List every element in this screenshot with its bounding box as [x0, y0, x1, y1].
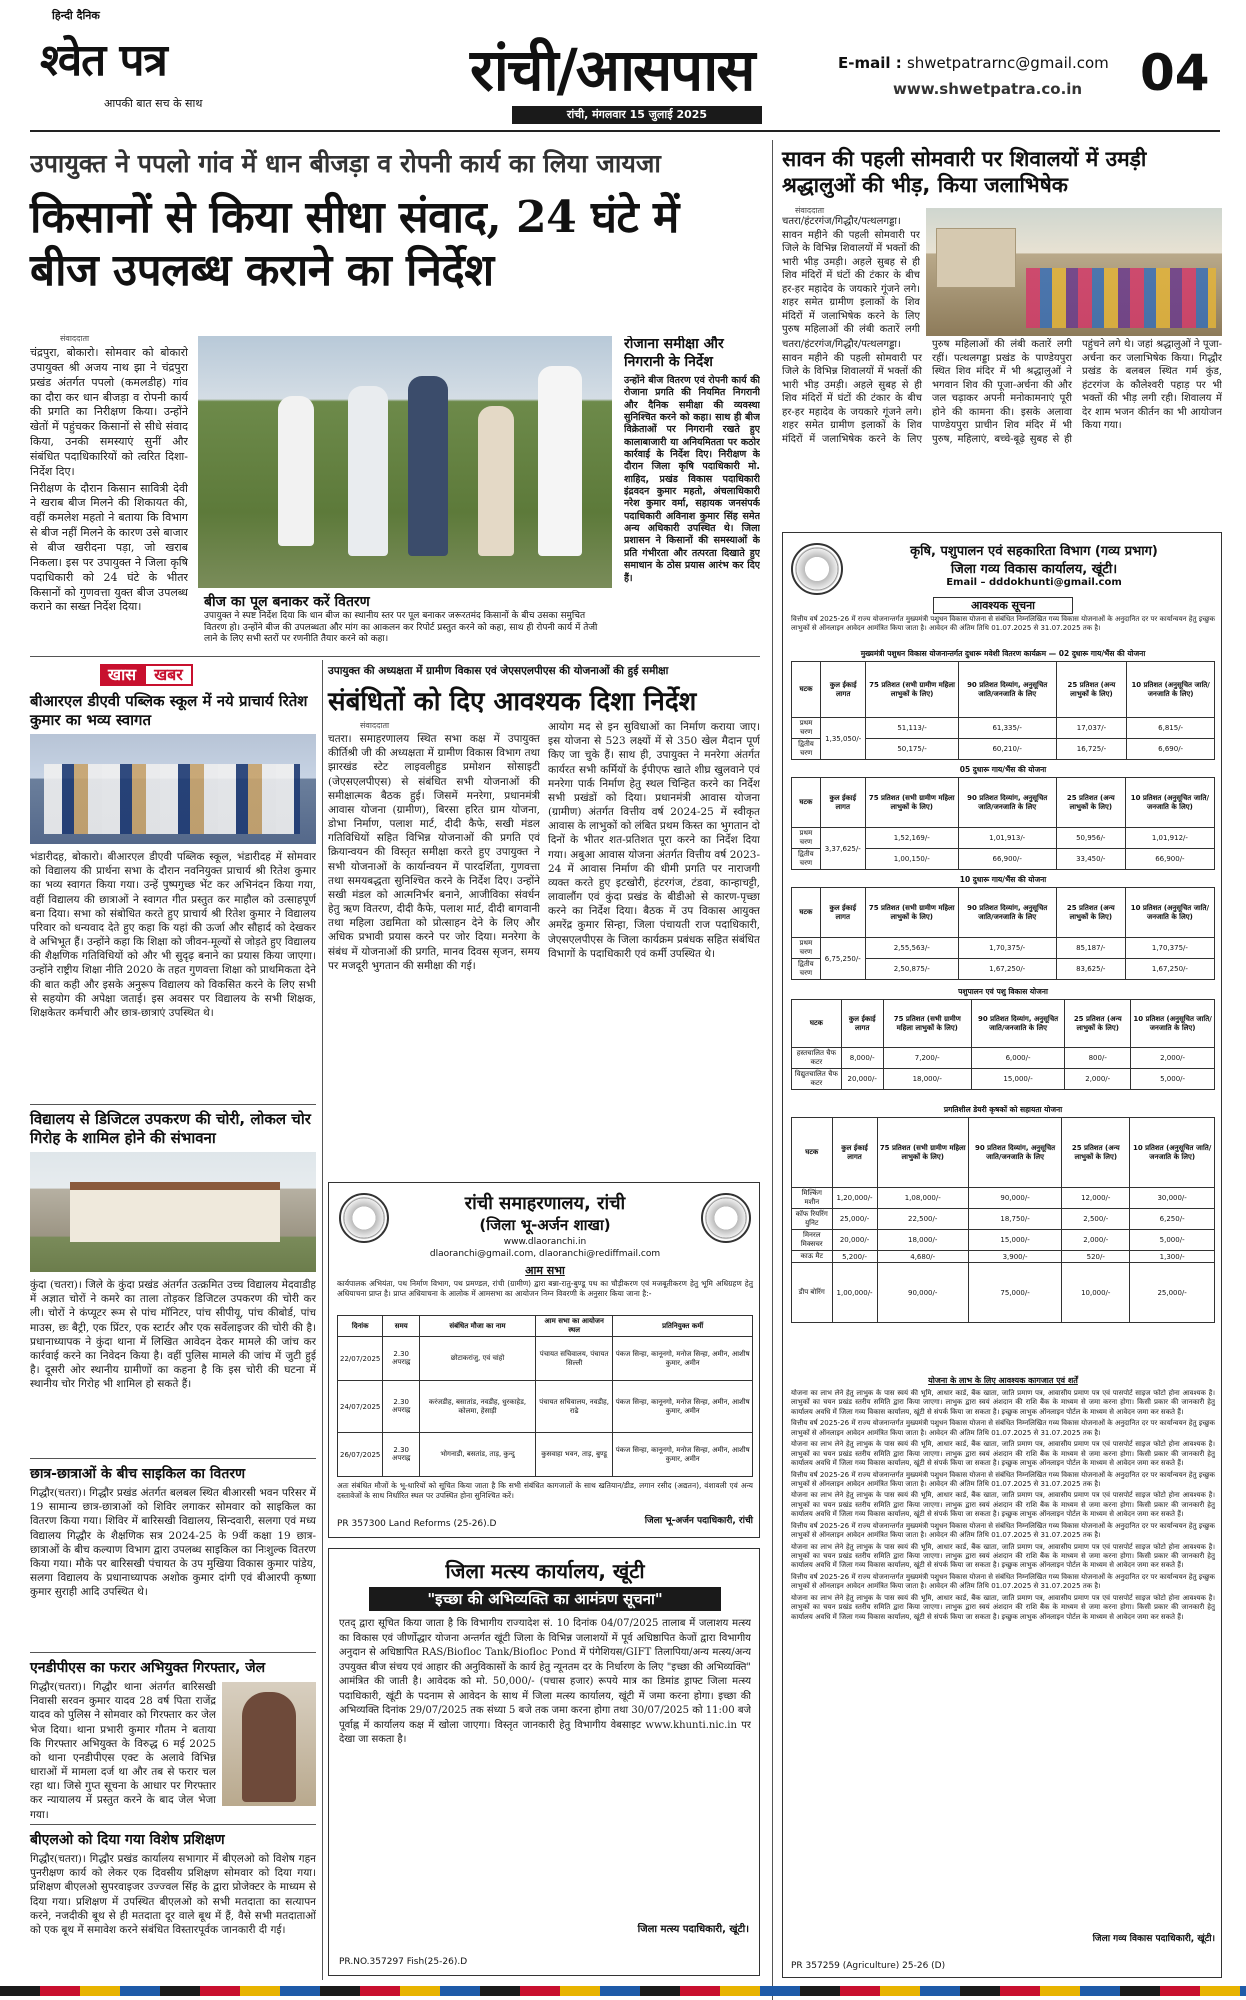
table-cell: 2,000/- [1062, 1230, 1130, 1251]
table-cell: 30,000/- [1130, 1188, 1215, 1209]
theft-headline: विद्यालय से डिजिटल उपकरण की चोरी, लोकल चोर गिरोह के शामिल होने की संभावना [30, 1110, 311, 1147]
table-header: 10 प्रतिशत (अनुसूचित जाति/जनजाति के लिए) [1125, 778, 1214, 828]
dairy-table-10-cows [791, 887, 1215, 980]
table-header: घटक [792, 662, 821, 718]
shravan-headline: सावन की पहली सोमवारी पर शिवालयों में उमड़ी श्रद्धालुओं की भीड़, किया जलाभिषेक [782, 147, 1147, 198]
table-cell: भोगनाडी, बसतांड, ताड़, कुन्दु [420, 1433, 536, 1477]
shravan-body-top: चतरा/हंटरगंज/गिद्धौर/पत्थलगड्डा। सावन महीने की पहली सोमवारी पर जिले के विभिन्न शिवालयों में भक्तों की भारी भीड़ उमड़ी। अहले सुबह से ही शिव मंदिरों में घंटों की टंकार के बीच हर-हर महादेव के जयकारे गूंजने लगे। शहर समेत ग्रामीण इलाकों के शिव मंदिरों में जलाभिषेक करने के लिए पुरुष महिलाओं की लंबी कतारें लगी [782, 216, 920, 335]
section-title: रांची/आसपास [470, 36, 754, 104]
table-cell: 4,680/- [877, 1251, 968, 1263]
person-figure [538, 366, 582, 556]
agri-dept-ad [782, 532, 1222, 1978]
review-byline: संवाददाता [360, 721, 390, 730]
table-cell: काऊ मैट [792, 1251, 833, 1263]
email-line [838, 54, 1109, 72]
table-header: 25 प्रतिशत (अन्य लाभुकों के लिए) [1062, 1118, 1130, 1188]
row-divider [30, 656, 760, 657]
temple-shape [936, 228, 1016, 288]
crowd-shape [1026, 268, 1216, 328]
table-cell: 1,20,000/- [832, 1188, 877, 1209]
table-cell: करंजडीह, बसातांड, नवडीह, धुरकाहेड, कोलमा, हेसाड़ी [420, 1381, 536, 1433]
table4-title: पशुपालन एवं पशु विकास योजना [958, 987, 1048, 996]
table-cell: 50,175/- [866, 739, 958, 760]
table-header: 75 प्रतिशत (सभी ग्रामीण महिला लाभुकों के लिए) [865, 778, 958, 828]
table2-title: 05 दुधारू गाय/भैंस की योजना [959, 765, 1047, 774]
table-cell: 1,300/- [1130, 1251, 1215, 1263]
table-cell: 90,000/- [877, 1263, 968, 1323]
table-header: 75 प्रतिशत (सभी ग्रामीण महिला लाभुकों के लिए) [883, 1000, 971, 1048]
conditions-paragraph: योजना का लाभ लेने हेतु लाभुक के पास स्वयं की भूमि, आधार कार्ड, बैंक खाता, जाति प्रमाण पत्र, आवासीय प्रमाण पत्र एवं पासपोर्ट साइज फोटो होना आवश्यक है। लाभुकों का चयन प्रखंड स्तरीय समिति द्वारा किया जाएगा। लाभुक द्वारा स्वयं अंशदान की राशि बैंक के माध्यम से जमा करना होगा। किसी प्रकार की जानकारी हेतु कार्यालय अवधि में जिला गव्य विकास कार्यालय, खूंटी से संपर्क किया जा सकता है। इच्छुक लाभुक ऑनलाइन पोर्टल के माध्यम से आवेदन जमा कर सकते हैं। [791, 1491, 1215, 1519]
table-header: कुल ईकाई लागत [820, 888, 865, 938]
table-cell: पंचायत सचिवालय, नवडीह, राढे [535, 1381, 612, 1433]
principal-body: भंडारीदह, बोकारो। बीआरएल डीएवी पब्लिक स्कूल, भंडारीदह में सोमवार को विद्यालय की प्रार्थना सभा के दौरान नवनियुक्त प्राचार्य श्री रितेश कुमार का भव्य स्वागत किया गया। उन्हें पुष्पगुच्छ भेंट कर अभिनंदन किया गया, वहीं विद्यालय की छात्राओं ने स्वागत गीत प्रस्तुत कर माहौल को उत्साहपूर्ण बना दिया। सभा को संबोधित करते हुए प्राचार्य श्री रितेश कुमार ने विद्यालय परिवार को धन्यवाद देते हुए कहा कि यहां की ऊर्जा और सौहार्द को देखकर वे अभिभूत हैं। उन्होंने कहा कि शिक्षा को जीवन-मूल्यों से जोड़ते हुए विद्यालय की शैक्षणिक गतिविधियों को और भी सुदृढ़ बनाने का प्रयास किया जाएगा। उन्होंने राष्ट्रीय शिक्षा नीति 2020 के तहत गुणवत्ता शिक्षा को प्राथमिकता देने की बात कही और इसके अनुरूप विद्यालय को विकसित करने के लिए सभी से सहयोग की अपेक्षा जताई। इस अवसर पर विद्यालय के सभी शिक्षक, शिक्षकेतर कर्मचारी और छात्र-छात्राएं उपस्थित थे। [30, 851, 316, 1019]
table-cell: 1,00,150/- [865, 849, 958, 870]
person-figure [478, 406, 514, 556]
column-divider [322, 660, 323, 1980]
conditions-paragraph: वित्तीय वर्ष 2025-26 में राज्य योजनान्तर्गत मुख्यमंत्री पशुधन विकास योजना से संबंधित निम्नलिखित गव्य विकास योजनाओं के अनुदानित दर पर कार्यान्वयन हेतु इच्छुक लाभुकों से ऑनलाइन आवेदन आमंत्रित किया जाता है। आवेदन की अंतिम तिथि 01.07.2025 से 31.07.2025 तक है। [791, 1572, 1215, 1591]
row-divider [30, 1104, 316, 1105]
jharkhand-seal-icon [339, 1193, 389, 1243]
lead-sidebar [624, 336, 760, 648]
land-website[interactable]: www.dlaoranchi.in [503, 1237, 587, 1247]
table-cell: 20,000/- [841, 1069, 883, 1090]
agri-pr-number: PR 357259 (Agriculture) 25-26 (D) [791, 1961, 946, 1971]
table-cell: पंकज सिन्हा, कानूनगो, मनोज सिन्हा, अमीन, आशीष कुमार, अमीन [613, 1433, 753, 1477]
table-cell: 20,000/- [832, 1230, 877, 1251]
table5-title: प्रगतिशील डेयरी कृषकों को सहायता योजना [943, 1105, 1063, 1114]
table-cell: कॉफ रियरिंग युनिट [792, 1209, 833, 1230]
table-cell: 17,037/- [1056, 718, 1127, 739]
table-cell: 2.30 अपराह्न [383, 1337, 420, 1381]
dairy-table-2-cows [791, 661, 1215, 760]
table-cell: 8,000/- [841, 1048, 883, 1069]
table-cell: 18,000/- [877, 1230, 968, 1251]
table-header: 10 प्रतिशत (अनुसूचित जाति/जनजाति के लिए) [1125, 888, 1214, 938]
person-figure [408, 376, 448, 556]
table3-title: 10 दुधारू गाय/भैंस की योजना [959, 875, 1047, 884]
table-header: 10 प्रतिशत (अनुसूचित जाति/जनजाति के लिए) [1131, 1000, 1215, 1048]
table-cell: 2.30 अपराह्न [383, 1381, 420, 1433]
farmers-field-photo [198, 336, 612, 588]
table-row [792, 1209, 1215, 1230]
agri-email[interactable]: Email – dddokhunti@gmail.com [946, 577, 1122, 588]
fish-pr-number: PR.NO.357297 Fish(25-26).D [339, 1957, 468, 1967]
table-header: कुल ईकाई लागत [820, 778, 865, 828]
table-cell: 1,00,000/- [832, 1263, 877, 1323]
table-cell: 2,55,563/- [865, 938, 958, 959]
table-cell: 1,70,375/- [1125, 938, 1214, 959]
land-office-name: रांची समाहरणालय, रांची [464, 1193, 626, 1214]
land-notice-title: आम सभा [525, 1264, 565, 1277]
cycle-headline: छात्र-छात्राओं के बीच साइकिल का वितरण [30, 1466, 246, 1482]
table-cell: मिनरल मिक्सचर [792, 1230, 833, 1251]
table-row [792, 1188, 1215, 1209]
table-header: कुल ईकाई लागत [821, 662, 866, 718]
table-cell: 3,900/- [968, 1251, 1061, 1263]
caption-title: बीज का पूल बनाकर करें वितरण [204, 592, 606, 611]
conditions-title: योजना के लाभ के लिए आवश्यक कागजात एवं शर्तें [928, 1376, 1078, 1385]
table-cell: 33,450/- [1056, 849, 1125, 870]
land-acquisition-ad [328, 1182, 760, 1538]
table-cell: 3,37,625/- [820, 828, 865, 870]
table-header: 25 प्रतिशत (अन्य लाभुकों के लिए) [1056, 888, 1125, 938]
table-cell: 7,200/- [883, 1048, 971, 1069]
email-address[interactable]: shwetpatrarnc@gmail.com [906, 54, 1109, 72]
table-cell: 83,625/- [1056, 959, 1125, 980]
table-cell: 22,500/- [877, 1209, 968, 1230]
table-cell: द्वितीय चरण [792, 959, 821, 980]
table-cell: 6,75,250/- [820, 938, 865, 980]
table-cell: 2,000/- [1065, 1069, 1131, 1090]
table-cell: प्रथम चरण [792, 828, 821, 849]
building-shape [70, 1182, 280, 1242]
table-header: 90 प्रतिशत दिव्यांग, अनुसूचित जाति/जनजाति के लिए [958, 778, 1056, 828]
fish-body: एतद् द्वारा सूचित किया जाता है कि विभागीय राज्यादेश सं. 10 दिनांक 04/07/2025 तालाब में जलाशय मत्स्य का विकास एवं जीर्णोद्धार योजना अन्तर्गत खूंटी जिला के विभिन्न जलाशयों में पूर्व अधिष्ठापित केजों द्वारा विभागीय अनुदान से अधिष्ठापित RAS/Biofloc Tank/Biofloc Pond में पंगेशियस/GIFT तिलापिया/अन्य मत्स्य/अन्य उपयुक्त बीज संचय एवं आहार की अनुविकासों के कार्य हेतु न्यूनतम दर के निर्धारण के लिए "इच्छा की अभिव्यक्ति" आमंत्रित की जाती है। आवेदक को मो. 50,000/- (पचास हजार) रूपये मात्र का डिमांड ड्राफ्ट जिला मत्स्य पदाधिकारी, खूंटी के पदनाम से आवेदन के साथ में जिला मत्स्य कार्यालय, खूंटी में जमा करना होगा। इच्छा की अभिव्यक्ति दिनांक 29/07/2025 तक संध्या 5 बजे तक जमा करना होगा तथा 30/07/2025 को 11:00 बजे पूर्वाह्न में कार्यालय कक्ष में खोला जाएगा। विस्तृत जानकारी हेतु विभागीय वेबसाइट www.khunti.nic.in पर देखा जा सकता है। [339, 1618, 751, 1745]
page-number: 04 [1140, 44, 1210, 102]
table-cell: 1,67,250/- [1125, 959, 1214, 980]
table-cell: 61,335/- [958, 718, 1056, 739]
land-footer: अतः संबंधित मौजों के भू-धारियों को सूचित किया जाता है कि सभी संबंधित कागजातों के साथ खतियान/डीड, लगान रसीद (अद्यतन), वंशावली एवं अन्य दस्तावेजों के साथ निर्धारित स्थल पर उपस्थित होना सुनिश्चित करें। [337, 1481, 753, 1500]
lead-body [30, 346, 188, 646]
row-divider [30, 1652, 316, 1653]
table-cell: 2.30 अपराह्न [383, 1433, 420, 1477]
person-figure [278, 396, 314, 546]
table-cell: 1,01,912/- [1125, 828, 1214, 849]
table-header: 75 प्रतिशत (सभी ग्रामीण महिला लाभुकों के लिए) [866, 662, 958, 718]
table-row [338, 1337, 753, 1381]
chaff-cutter-table [791, 999, 1215, 1090]
review-body-left: चतरा। समाहरणालय स्थित सभा कक्ष में उपायुक्त कीर्तिश्री जी की अध्यक्षता में ग्रामीण विकास विभाग तथा झारखंड स्टेट लाइवलीहुड प्रमोशन सोसाइटी (जेएसएलपीएस) से संबंधित सभी योजनाओं की समीक्षात्मक बैठक हुई। जिसमें मनरेगा, प्रधानमंत्री आवास योजना (ग्रामीण), बिरसा हरित ग्राम योजना, डोभा निर्माण, पलाश मार्ट, दीदी कैफे, सखी मंडल गतिविधियों सहित विभिन्न योजनाओं की प्रगति एवं क्रियान्वयन की विस्तृत समीक्षा करते हुए उपायुक्त ने सभी योजनाओं के कार्यान्वयन में पारदर्शिता, गुणवत्ता तथा समयबद्धता सुनिश्चित करने के निर्देश दिए। उन्होंने सखी मंडल को आत्मनिर्भर बनाने, आजीविका संवर्धन हेतु ऋण वितरण, दीदी कैफे, पलाश मार्ट, दीदी बागवानी तथा महिला उद्यमिता को प्रोत्साहन देने के लिए और अधिक प्रभावी प्रयास करने पर जोर दिया। मनरेगा के संबंध में योजनाओं की प्रगति, मानव दिवस सृजन, समय पर मजदूरी भुगतान की समीक्षा की गई। [328, 733, 540, 972]
caption-text: उपायुक्त ने स्पष्ट निर्देश दिया कि धान बीज का स्थानीय स्तर पर पूल बनाकर जरूरतमंद किसानों के बीच उसका समुचित वितरण हो। उन्होंने बीज की उपलब्धता और मांग का आकलन कर रिपोर्ट प्रस्तुत करने को कहा, साथ ही रोपनी कार्य में तेजी लाने के लिए सभी स्तरों पर रणनीति तैयार करने को कहा। [204, 611, 598, 645]
table-cell: 16,725/- [1056, 739, 1127, 760]
table-cell: द्वितीय चरण [792, 849, 821, 870]
table-cell: 1,35,050/- [821, 718, 866, 760]
table-header: प्रतिनियुक्त कर्मी [613, 1316, 753, 1337]
conditions-paragraph: वित्तीय वर्ष 2025-26 में राज्य योजनान्तर्गत मुख्यमंत्री पशुधन विकास योजना से संबंधित निम्नलिखित गव्य विकास योजनाओं के अनुदानित दर पर कार्यान्वयन हेतु इच्छुक लाभुकों से ऑनलाइन आवेदन आमंत्रित किया जाता है। आवेदन की अंतिम तिथि 01.07.2025 से 31.07.2025 तक है। [791, 1470, 1215, 1488]
paper-name: श्वेत पत्र [40, 35, 167, 86]
table-header: घटक [792, 1118, 833, 1188]
table-row [792, 1069, 1215, 1090]
table-header: कुल ईकाई लागत [832, 1118, 877, 1188]
dateline: रांची, मंगलवार 15 जुलाई 2025 [512, 106, 762, 124]
table-header: संबंधित मौजा का नाम [420, 1316, 536, 1337]
table-cell: कुसवाहा भवन, ताड़, बुण्डू [535, 1433, 612, 1477]
land-emails[interactable]: dlaoranchi@gmail.com, dlaoranchi@rediffmail.com [429, 1249, 661, 1259]
table-row [792, 718, 1215, 739]
conditions-paragraph: योजना का लाभ लेने हेतु लाभुक के पास स्वयं की भूमि, आधार कार्ड, बैंक खाता, जाति प्रमाण पत्र, आवासीय प्रमाण पत्र एवं पासपोर्ट साइज फोटो होना आवश्यक है। लाभुकों का चयन प्रखंड स्तरीय समिति द्वारा किया जाएगा। लाभुक द्वारा स्वयं अंशदान की राशि बैंक के माध्यम से जमा करना होगा। किसी प्रकार की जानकारी हेतु कार्यालय अवधि में जिला गव्य विकास कार्यालय, खूंटी से संपर्क किया जा सकता है। इच्छुक लाभुक ऑनलाइन पोर्टल के माध्यम से आवेदन जमा कर सकते हैं। [791, 1593, 1215, 1621]
agri-dept-name: कृषि, पशुपालन एवं सहकारिता विभाग (गव्य प्रभाग) [910, 544, 1158, 559]
table-row [792, 1230, 1215, 1251]
blo-body: गिद्धौर(चतरा)। गिद्धौर प्रखंड कार्यालय सभागार में बीएलओ को विशेष गहन पुनरीक्षण कार्य को लेकर एक दिवसीय प्रशिक्षण सोमवार को दिया गया। प्रशिक्षण बीएलओ सुपरवाइजर उज्ज्वल सिंह के द्वारा प्रोजेक्टर के माध्यम से दिया गया। प्रशिक्षण में उपस्थित बीएलओ को सभी मतदाता का सत्यापन करने, नजदीकी बूथ से ही मतदाता दूर वाले बूथ में हैं, वैसे सभी मतदाताओं को एक बूथ में समावेश करने संबंधित विस्तारपूर्वक जानकारी दी गई। [30, 1853, 316, 1936]
table-row [792, 828, 1215, 849]
land-signatory: जिला भू-अर्जन पदाधिकारी, रांची [644, 1516, 753, 1526]
table-cell: 1,67,250/- [958, 959, 1056, 980]
khas-khabar-label [100, 664, 193, 686]
row-divider [30, 1824, 316, 1825]
agri-signatory: जिला गव्य विकास पदाधिकारी, खूंटी। [1092, 1934, 1215, 1944]
conditions-paragraph: योजना का लाभ लेने हेतु लाभुक के पास स्वयं की भूमि, आधार कार्ड, बैंक खाता, जाति प्रमाण पत्र, आवासीय प्रमाण पत्र एवं पासपोर्ट साइज फोटो होना आवश्यक है। लाभुकों का चयन प्रखंड स्तरीय समिति द्वारा किया जाएगा। लाभुक द्वारा स्वयं अंशदान की राशि बैंक के माध्यम से जमा करना होगा। किसी प्रकार की जानकारी हेतु कार्यालय अवधि में जिला गव्य विकास कार्यालय, खूंटी से संपर्क किया जा सकता है। इच्छुक लाभुक ऑनलाइन पोर्टल के माध्यम से आवेदन जमा कर सकते हैं। [791, 1542, 1215, 1570]
table-cell: 75,000/- [968, 1263, 1061, 1323]
table-header: 90 प्रतिशत दिव्यांग, अनुसूचित जाति/जनजाति के लिए [958, 888, 1056, 938]
table-header: घटक [792, 888, 821, 938]
theft-body: कुंदा (चतरा)। जिले के कुंदा प्रखंड अंतर्गत उत्क्रमित उच्च विद्यालय मेदवाडीह में अज्ञात चोरों ने कमरे का ताला तोड़कर डिजिटल उपकरण की चोरी कर ली। चोरों ने कंप्यूटर रूम से पांच मॉनिटर, पांच सीपीयू, पांच कीबोर्ड, पांच माउस, छः बैट्री, एक प्रिंटर, एक स्टार्टर और एक सर्वेलाइजर की चोरी की है। प्रधानाध्यापक ने कुंदा थाना में लिखित आवेदन देकर मामले की जांच कर कार्रवाई करने का निवेदन किया है। वहीं पुलिस मामले की जांच में जुटी हुई है। दूसरी ओर स्थानीय ग्रामीणों का कहना है कि इस चोरी की घटना में स्थानीय चोर गिरोह भी शामिल हो सकते हैं। [30, 1279, 316, 1391]
land-intro: कार्यपालक अभियंता, पथ निर्माण विभाग, पथ प्रमण्डल, रांची (ग्रामीण) द्वारा बन्ना-रातु-बुण्डू पथ का चौड़ीकरण एवं मजबूतीकरण हेतु भूमि अधिग्रहण हेतु अधियाचना प्राप्त है। प्राप्त अधियाचना के आलोक में आमसभा का आयोजन निम्न विवरणी के अनुसार किया जाना है:- [337, 1279, 753, 1298]
table-cell: 520/- [1062, 1251, 1130, 1263]
table-cell: 15,000/- [971, 1069, 1064, 1090]
table-cell: प्रथम चरण [792, 718, 821, 739]
principal-welcome-photo [30, 734, 316, 844]
table-cell: 24/07/2025 [338, 1381, 383, 1433]
conditions-paragraph: योजना का लाभ लेने हेतु लाभुक के पास स्वयं की भूमि, आधार कार्ड, बैंक खाता, जाति प्रमाण पत्र, आवासीय प्रमाण पत्र एवं पासपोर्ट साइज फोटो होना आवश्यक है। लाभुकों का चयन प्रखंड स्तरीय समिति द्वारा किया जाएगा। लाभुक द्वारा स्वयं अंशदान की राशि बैंक के माध्यम से जमा करना होगा। किसी प्रकार की जानकारी हेतु कार्यालय अवधि में जिला गव्य विकास कार्यालय, खूंटी से संपर्क किया जा सकता है। इच्छुक लाभुक ऑनलाइन पोर्टल के माध्यम से आवेदन जमा कर सकते हैं। [791, 1389, 1215, 1416]
khabar-label: खबर [144, 664, 193, 686]
review-headline: संबंधितों को दिए आवश्यक दिशा निर्देश [328, 687, 697, 717]
table-cell: 1,01,913/- [958, 828, 1056, 849]
table-cell: द्वितीय चरण [792, 739, 821, 760]
person-figure [242, 1692, 296, 1802]
table-cell: 18,750/- [968, 1209, 1061, 1230]
table-cell: 26/07/2025 [338, 1433, 383, 1477]
table-cell: पंकज सिन्हा, कानूनगो, मनोज सिन्हा, अमीन, आशीष कुमार, अमीन [613, 1337, 753, 1381]
cycle-body: गिद्धौर(चतरा)। गिद्धौर प्रखंड अंतर्गत बलबल स्थित बीआरसी भवन परिसर में 19 सामान्य छात्र-छात्राओं को शिविर लगाकर सोमवार को साइकिल का वितरण किया गया। शिविर में बारिसखी विद्यालय, सिन्दवारी, सलगा एवं मध्य विद्यालय गिद्धौर के शैक्षणिक सत्र 2024-25 के 9वीं कक्षा 19 छात्र-छात्राओं के बीच कल्याण विभाग द्वारा उपलब्ध साइकिल का निःशुल्क वितरण किया गया। मौके पर बारिसखी पंचायत के उप मुखिया विकास कुमार पांडेय, सलगा विद्यालय के प्रधानाध्यापक अशोक कुमार दांगी एवं बीआरपी कृष्णा कुमार सुराही आदि उपस्थित थे। [30, 1487, 316, 1599]
land-pr-number: PR 357300 Land Reforms (25-26).D [337, 1519, 497, 1529]
khas-label: खास [100, 664, 144, 686]
table-cell: 6,690/- [1127, 739, 1215, 760]
table-header: 75 प्रतिशत (सभी ग्रामीण महिला लाभुकों के लिए) [877, 1118, 968, 1188]
bottom-color-bar [0, 1986, 1246, 1996]
paper-tagline: आपकी बात सच के साथ [104, 97, 203, 110]
devotees-photo [926, 208, 1222, 336]
progressive-farmer-table [791, 1117, 1215, 1323]
table-cell: छोटाकरांजु, एवं चांहो [420, 1337, 536, 1381]
review-body-right: आयोग मद से इन सुविधाओं का निर्माण कराया जाए। इस योजना से 523 लक्ष्यों में से 350 खेल मैदान पूर्ण किए जा चुके हैं। साथ ही, उपायुक्त ने मनरेगा अंतर्गत कार्यरत सभी कर्मियों के ईपीएफ खाते शीघ्र खुलवाने एवं मनरेगा पार्क निर्माण हेतु स्थल चिन्हित करने का निर्देश सभी प्रखंडों को दिया। प्रधानमंत्री आवास योजना (ग्रामीण) अंतर्गत वित्तीय वर्ष 2024-25 में स्वीकृत आवास के लाभुकों को लंबित प्रथम किस्त का भुगतान दो दिनों के भीतर शत-प्रतिशत पूरा करने का निर्देश दिया गया। अबुआ आवास योजना अंतर्गत वित्तीय वर्ष 2023-24 में आवास निर्माण की धीमी प्रगति पर नाराजगी व्यक्त करते हुए इटखोरी, हंटरगंज, टंडवा, कान्हाचट्टी, लावालौंग एवं कुंदा प्रखंड के बीडीओ से कारण-पृच्छा करने का निर्देश दिया। बैठक में उप विकास आयुक्त अमरेंद्र कुमार सिन्हा, जिला पंचायती राज पदाधिकारी, जेएसएलपीएस के जिला कार्यक्रम प्रबंधक सहित संबंधित विभागों के पदाधिकारी एवं कर्मी उपस्थित थे। [548, 721, 760, 960]
row-divider [30, 1458, 316, 1459]
email-label: E-mail : [838, 54, 902, 72]
table-cell: 51,113/- [866, 718, 958, 739]
table-cell: 50,956/- [1056, 828, 1125, 849]
land-schedule-table [337, 1315, 753, 1477]
table-cell: 85,187/- [1056, 938, 1125, 959]
table-cell: 12,000/- [1062, 1188, 1130, 1209]
table-cell: 6,000/- [971, 1048, 1064, 1069]
review-kicker: उपायुक्त की अध्यक्षता में ग्रामीण विकास एवं जेएसएलपीएस की योजनाओं की हुई समीक्षा [328, 665, 669, 677]
table-cell: 10,000/- [1062, 1263, 1130, 1323]
table-cell: 25,000/- [1130, 1263, 1215, 1323]
ndps-body: गिद्धौर(चतरा)। गिद्धौर थाना अंतर्गत बारिसखी निवासी सरवन कुमार यादव 28 वर्ष पिता राजेंद्र यादव को पुलिस ने सोमवार को गिरफ्तार कर जेल भेज दिया। थाना प्रभारी कुमार गौतम ने बताया कि गिरफ्तार अभियुक्त के विरुद्ध 6 मई 2025 को थाना एनडीपीएस एक्ट के अलावे विभिन्न धाराओं में मामला दर्ज था और तब से फरार चल रहा था। जिसे गुप्त सूचना के आधार पर गिरफ्तार कर न्यायालय में प्रस्तुत करने के बाद जेल भेजा गया। [30, 1681, 216, 1820]
lead-photo-caption [198, 588, 612, 648]
table-cell: 1,08,000/- [877, 1188, 968, 1209]
table-cell: 90,000/- [968, 1188, 1061, 1209]
conditions-paragraph: योजना का लाभ लेने हेतु लाभुक के पास स्वयं की भूमि, आधार कार्ड, बैंक खाता, जाति प्रमाण पत्र, आवासीय प्रमाण पत्र एवं पासपोर्ट साइज फोटो होना आवश्यक है। लाभुकों का चयन प्रखंड स्तरीय समिति द्वारा किया जाएगा। लाभुक द्वारा स्वयं अंशदान की राशि बैंक के माध्यम से जमा करना होगा। किसी प्रकार की जानकारी हेतु कार्यालय अवधि में जिला गव्य विकास कार्यालय, खूंटी से संपर्क किया जा सकता है। इच्छुक लाभुक ऑनलाइन पोर्टल के माध्यम से आवेदन जमा कर सकते हैं। [791, 1440, 1215, 1468]
website-url[interactable]: www.shwetpatra.co.in [893, 80, 1083, 98]
table1-title: मुख्यमंत्री पशुधन विकास योजनान्तर्गत दुधारू मवेशी वितरण कार्यक्रम — 02 दुधारू गाय/भैंस की योजना [860, 649, 1146, 658]
school-building-photo [30, 1152, 316, 1272]
table-header: 25 प्रतिशत (अन्य लाभुकों के लिए) [1056, 662, 1127, 718]
table-header: 75 प्रतिशत (सभी ग्रामीण महिला लाभुकों के लिए) [865, 888, 958, 938]
table-header: घटक [792, 778, 821, 828]
agri-office-name: जिला गव्य विकास कार्यालय, खूंटी। [950, 562, 1118, 577]
fisheries-ad [328, 1548, 760, 1976]
table-cell: मिल्किंग मशीन [792, 1188, 833, 1209]
conditions-text [791, 1389, 1215, 1913]
sidebar-body: उन्होंने बीज वितरण एवं रोपनी कार्य की रोजाना प्रगति की नियमित निगरानी और दैनिक समीक्षा की व्यवस्था सुनिश्चित करने को कहा। साथ ही बीज विक्रेताओं पर निगरानी रखते हुए कालाबाजारी या अनियमितता पर कठोर कार्रवाई के निर्देश दिए। निरीक्षण के दौरान जिला कृषि पदाधिकारी मो. शाहिद, प्रखंड विकास पदाधिकारी इंद्रवदन कुमार महतो, अंचलाधिकारी नरेश कुमार वर्मा, सहायक जनसंपर्क पदाधिकारी अविनाश कुमार सिंह समेत अन्य अधिकारी उपस्थित थे। जिला प्रशासन ने किसानों की समस्याओं के प्रति गंभीरता और तत्परता दिखाते हुए समाधान के ठोस प्रयास आरंभ कर दिए हैं। [624, 375, 760, 584]
table-row [338, 1381, 753, 1433]
person-figure [348, 386, 388, 556]
table-cell: 6,250/- [1130, 1209, 1215, 1230]
table-header: 25 प्रतिशत (अन्य लाभुकों के लिए) [1056, 778, 1125, 828]
lead-paragraph: निरीक्षण के दौरान किसान सावित्री देवी ने खराब बीज मिलने की शिकायत की, वहीं कमलेश महतो ने बताया कि विभाग से बीज नहीं मिलने के कारण उसे बाजार से बीज खरीदना पड़ा, जो खराब निकला। इस पर उपायुक्त ने जिला कृषि पदाधिकारी को 24 घंटे के भीतर किसानों को गुणवत्ता युक्त बीज उपलब्ध कराने का सख्त निर्देश दिया। [30, 481, 188, 614]
table-cell: 66,900/- [1125, 849, 1214, 870]
ndps-headline: एनडीपीएस का फरार अभियुक्त गिरफ्तार, जेल [30, 1660, 266, 1676]
fish-notice-title: "इच्छा की अभिव्यक्ति का आमंत्रण सूचना" [369, 1587, 721, 1611]
lead-kicker: उपायुक्त ने पपलो गांव में धान बीजड़ा व रोपनी कार्य का लिया जायजा [30, 149, 661, 178]
table-header: 90 प्रतिशत दिव्यांग, अनुसूचित जाति/जनजाति के लिए [958, 662, 1056, 718]
table-header: 10 प्रतिशत (अनुसूचित जाति/जनजाति के लिए) [1127, 662, 1215, 718]
blo-headline: बीएलओ को दिया गया विशेष प्रशिक्षण [30, 1832, 225, 1848]
table-cell: 6,815/- [1127, 718, 1215, 739]
table-cell: 2,500/- [1062, 1209, 1130, 1230]
table-cell: 5,200/- [832, 1251, 877, 1263]
lead-headline: किसानों से किया सीधा संवाद, 24 घंटे में बीज उपलब्ध कराने का निर्देश [30, 192, 679, 296]
shravan-byline: संवाददाता [795, 206, 825, 215]
conditions-paragraph: वित्तीय वर्ष 2025-26 में राज्य योजनान्तर्गत मुख्यमंत्री पशुधन विकास योजना से संबंधित निम्नलिखित गव्य विकास योजनाओं के अनुदानित दर पर कार्यान्वयन हेतु इच्छुक लाभुकों से ऑनलाइन आवेदन आमंत्रित किया जाता है। आवेदन की अंतिम तिथि 01.07.2025 से 31.07.2025 तक है। [791, 1419, 1215, 1437]
table-cell: 2,50,875/- [865, 959, 958, 980]
sidebar-title: रोजाना समीक्षा और निगरानी के निर्देश [624, 336, 724, 370]
table-row [792, 1251, 1215, 1263]
table-cell: 5,000/- [1130, 1230, 1215, 1251]
table-header: दिनांक [338, 1316, 383, 1337]
table-cell: 2,000/- [1131, 1048, 1215, 1069]
fish-signatory: जिला मत्स्य पदाधिकारी, खूंटी। [637, 1924, 749, 1935]
jharkhand-seal-icon [701, 1193, 751, 1243]
table-cell: 18,000/- [883, 1069, 971, 1090]
fish-office-name: जिला मत्स्य कार्यालय, खूंटी [445, 1559, 645, 1583]
table-cell: 66,900/- [958, 849, 1056, 870]
table-header: 90 प्रतिशत दिव्यांग, अनुसूचित जाति/जनजाति के लिए [971, 1000, 1064, 1048]
table-cell: 1,52,169/- [865, 828, 958, 849]
table-row [792, 1048, 1215, 1069]
table-header: समय [383, 1316, 420, 1337]
table-cell: 22/07/2025 [338, 1337, 383, 1381]
table-row [338, 1433, 753, 1477]
table-cell: विद्युतचालित चैफ कटर [792, 1069, 842, 1090]
table-header: घटक [792, 1000, 842, 1048]
accused-photo [222, 1682, 316, 1806]
table-header: 10 प्रतिशत (अनुसूचित जाति/जनजाति के लिए) [1130, 1118, 1215, 1188]
masthead [0, 0, 1246, 121]
table-cell: पंकज सिन्हा, कानूनगो, मनोज सिन्हा, अमीन, आशीष कुमार, अमीन [613, 1381, 753, 1433]
jharkhand-seal-icon [791, 543, 843, 595]
table-cell: पंचायत सचिवालय, पंचायत सिल्ली [535, 1337, 612, 1381]
land-branch: (जिला भू-अर्जन शाखा) [479, 1216, 611, 1234]
table-cell: 1,70,375/- [958, 938, 1056, 959]
table-cell: प्रथम चरण [792, 938, 821, 959]
column-divider [772, 140, 773, 2000]
table-header: आम सभा का आयोजन स्थल [535, 1316, 612, 1337]
table-cell: 25,000/- [832, 1209, 877, 1230]
shravan-body-bottom [782, 338, 1222, 526]
table-cell: 60,210/- [958, 739, 1056, 760]
agri-notice-title: आवश्यक सूचना [933, 597, 1073, 614]
lead-paragraph: चंद्रपुरा, बोकारो। सोमवार को बोकारो उपायुक्त श्री अजय नाथ झा ने चंद्रपुरा प्रखंड अंतर्गत पपलो (कमलडीह) गांव का दौरा कर धान बीजड़ा व रोपनी कार्य की प्रगति का निरीक्षण किया। उन्होंने खेतों में पहुंचकर किसानों से सीधे संवाद किया, उनकी समस्याएं सुनीं और संबंधित पदाधिकारियों को त्वरित दिशा-निर्देश दिए। [30, 346, 188, 478]
shravan-body-text: चतरा/हंटरगंज/गिद्धौर/पत्थलगड्डा। सावन महीने की पहली सोमवारी पर जिले के विभिन्न शिवालयों में भक्तों की भारी भीड़ उमड़ी। अहले सुबह से ही शिव मंदिरों में घंटों की टंकार के बीच हर-हर महादेव के जयकारे गूंजने लगे। शहर समेत ग्रामीण इलाकों के शिव मंदिरों में जलाभिषेक करने के लिए पुरुष महिलाओं की लंबी कतारें लगी रहीं। पत्थलगड्डा प्रखंड के पाण्डेयपुरा स्थित शिव मंदिर में भी श्रद्धालुओं ने भगवान शिव की पूजा-अर्चना की और जल चढ़ाकर अपनी मनोकामनाएं पूरी होने की कामना की। इसके अलावा पाण्डेयपुरा प्राचीन शिव मंदिर में भी पुरुष, महिलाएं, बच्चे-बूढ़े सुबह से ही पहुंचने लगे थे। जहां श्रद्धालुओं ने पूजा-अर्चना कर जलाभिषेक किया। गिद्धौर प्रखंड के बलबल स्थित गर्म कुंड, हंटरगंज के कौलेश्वरी पहाड़ पर भी भक्तों की भीड़ लगी रही। शिवालय में देर शाम भजन कीर्तन का भी आयोजन किया गया। [782, 339, 1222, 445]
table-cell: हस्तचालित चैफ कटर [792, 1048, 842, 1069]
paper-type: हिन्दी दैनिक [52, 9, 100, 22]
table-cell: 15,000/- [968, 1230, 1061, 1251]
table-header: कुल ईकाई लागत [841, 1000, 883, 1048]
group-shape [44, 764, 300, 834]
table-row [792, 938, 1215, 959]
conditions-paragraph: वित्तीय वर्ष 2025-26 में राज्य योजनान्तर्गत मुख्यमंत्री पशुधन विकास योजना से संबंधित निम्नलिखित गव्य विकास योजनाओं के अनुदानित दर पर कार्यान्वयन हेतु इच्छुक लाभुकों से ऑनलाइन आवेदन आमंत्रित किया जाता है। आवेदन की अंतिम तिथि 01.07.2025 से 31.07.2025 तक है। [791, 1521, 1215, 1540]
agri-intro: वित्तीय वर्ष 2025-26 में राज्य योजनान्तर्गत मुख्यमंत्री पशुधन विकास योजना से संबंधित निम्नलिखित गव्य विकास योजनाओं के अनुदानित दर पर कार्यान्वयन हेतु इच्छुक लाभुकों से ऑनलाइन आवेदन आमंत्रित किया जाता है। आवेदन की अंतिम तिथि 01.07.2025 से 31.07.2025 तक है। [791, 615, 1215, 633]
table-header: 90 प्रतिशत दिव्यांग, अनुसूचित जाति/जनजाति के लिए [968, 1118, 1061, 1188]
table-header: 25 प्रतिशत (अन्य लाभुकों के लिए) [1065, 1000, 1131, 1048]
lead-byline: संवाददाता [60, 334, 90, 343]
dairy-table-5-cows [791, 777, 1215, 870]
table-row [792, 1263, 1215, 1323]
table-cell: 800/- [1065, 1048, 1131, 1069]
principal-headline: बीआरएल डीएवी पब्लिक स्कूल में नये प्राचार्य रितेश कुमार का भव्य स्वागत [30, 692, 308, 729]
table-cell: 5,000/- [1131, 1069, 1215, 1090]
table-cell: डीप बोरिंग [792, 1263, 833, 1323]
masthead-rule [30, 130, 1220, 132]
